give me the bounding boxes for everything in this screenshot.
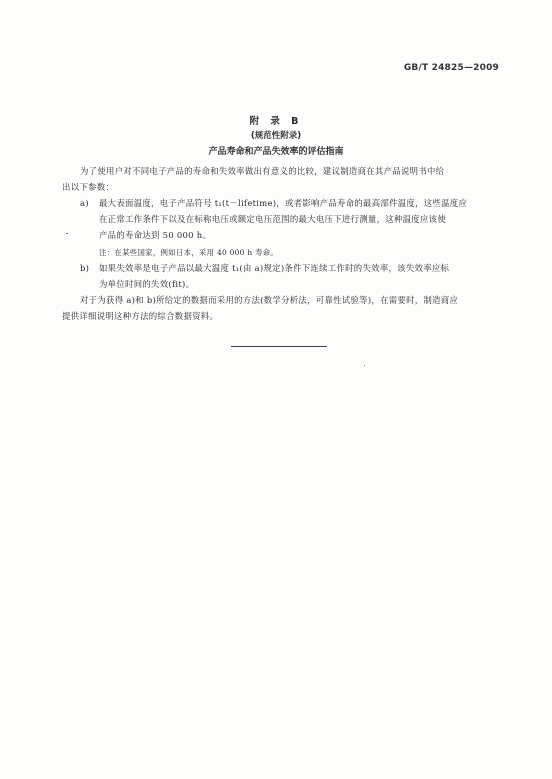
annex-heading: 产品寿命和产品失效率的评估指南 — [208, 147, 344, 157]
item-a-line-3: 产品的寿命达到 50 000 h。 — [99, 230, 212, 240]
intro-paragraph-line-2: 出以下参数： — [62, 182, 115, 192]
annex-type: (规范性附录) — [250, 131, 302, 141]
annex-title: 附 录 B — [249, 116, 303, 127]
scan-speck — [66, 233, 68, 234]
end-rule — [231, 346, 327, 347]
intro-paragraph-line-1: 为了使用户对不同电子产品的寿命和失效率做出有意义的比较，建议制造商在其产品说明书中给 — [80, 166, 445, 176]
item-b-marker: b) — [80, 263, 90, 273]
item-b-line-1: 如果失效率是电子产品以最大温度 t₁(由 a)规定)条件下连续工作时的失效率，该失效率应标 — [99, 263, 450, 273]
item-a-marker: a) — [80, 198, 89, 208]
closing-paragraph-line-2: 提供详细说明这种方法的综合数据资料。 — [62, 311, 219, 321]
note: 注：在某些国家，例如日本，采用 40 000 h 寿命。 — [99, 248, 279, 257]
scan-speck — [364, 365, 365, 366]
standard-number: GB/T 24825—2009 — [403, 63, 499, 73]
item-b-line-2: 为单位时间的失效(fit)。 — [99, 279, 195, 289]
closing-paragraph-line-1: 对于为获得 a)和 b)所给定的数据而采用的方法(数学分析法，可靠性试验等)，在需要时，制造商应 — [80, 295, 459, 305]
item-a-line-1: 最大表面温度，电子产品符号 t₁(t－lifetime)，或者影响产品寿命的最高部件温度，这些温度应 — [99, 198, 468, 208]
item-a-line-2: 在正常工作条件下以及在标称电压或额定电压范围的最大电压下进行测量，这种温度应该使 — [99, 214, 446, 224]
